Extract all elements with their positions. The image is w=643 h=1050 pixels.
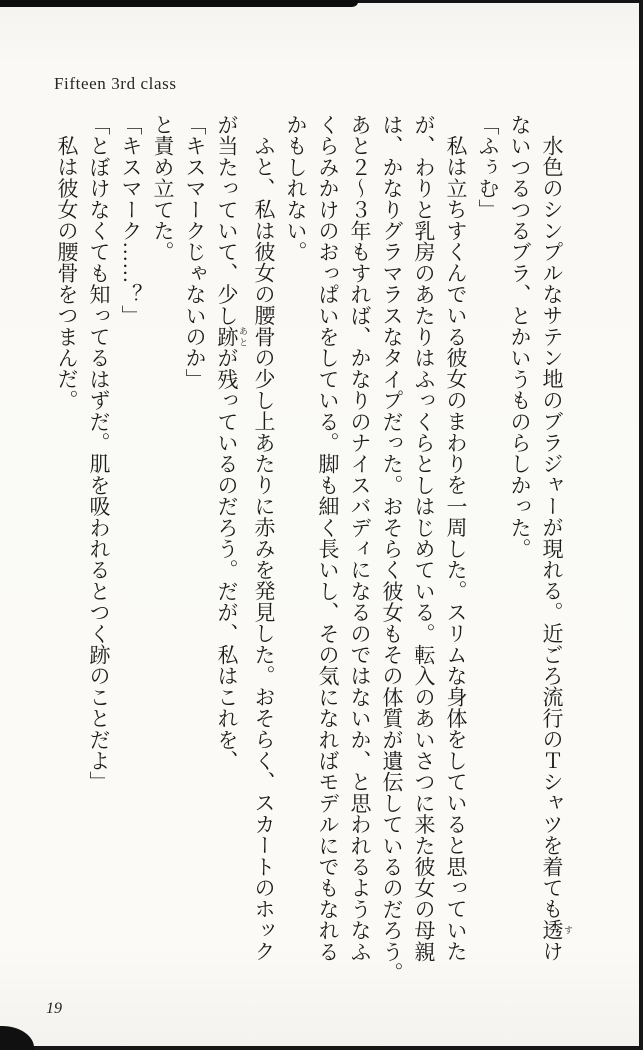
text-line <box>211 114 248 1026</box>
text-line: ふと、私は彼女の腰骨の少し上あたりに赤みを発見した。おそらく、スカートのホック <box>252 135 276 962</box>
text-segment: け <box>540 940 564 962</box>
scan-edge-top-left <box>0 0 358 7</box>
text-line: 「キスマーク……？」 <box>119 114 143 326</box>
furigana: あと <box>238 326 248 348</box>
scan-edge-bottom <box>0 1046 643 1050</box>
text-line: あと２〜３年もすれば、かなりのナイスバディになるのではないか、と思われるようなふ <box>348 114 372 962</box>
furigana: す <box>563 919 573 941</box>
text-line: かもしれない。 <box>284 114 308 263</box>
text-line: は、かなりグラマラスなタイプだった。おそらく彼女もその体質が遺伝しているのだろう。 <box>380 114 404 984</box>
ruby-annotated-word <box>540 919 573 941</box>
text-line: ないつるつるブラ、とかいうものらしかった。 <box>508 114 532 560</box>
text-line: 私は立ちすくんでいる彼女のまわりを一周した。スリムな身体をしていると思っていた <box>444 135 468 962</box>
text-line: が、わりと乳房のあたりはふっくらとしはじめている。転入のあいさつに来た彼女の母親 <box>412 114 436 962</box>
text-line: 「ふぅむ」 <box>476 114 500 220</box>
body-text <box>51 114 573 1026</box>
text-line: くらみかけのおっぱいをしている。脚も細く長いし、その気になればモデルにでもなれる <box>316 114 340 962</box>
ruby-base: 透 <box>540 919 564 941</box>
text-line: 「キスマークじゃないのか」 <box>183 114 207 390</box>
text-segment: が残っているのだろう。だが、私はこれを、 <box>215 347 239 772</box>
running-header: Fifteen 3rd class <box>54 74 177 93</box>
text-segment: が当たっていて、少し <box>215 114 239 326</box>
text-line: と責め立てた。 <box>151 114 175 263</box>
scan-corner-bottom-left <box>0 1026 34 1050</box>
text-line: 私は彼女の腰骨をつまんだ。 <box>55 135 79 411</box>
ruby-base: 跡 <box>215 326 239 348</box>
text-line: 「とぼけなくても知ってるはずだ。肌を吸われるとつく跡のことだよ」 <box>87 114 111 793</box>
text-line <box>536 114 573 1026</box>
ruby-annotated-word <box>215 326 248 348</box>
text-segment: 水色のシンプルなサテン地のブラジャーが現れる。近ごろ流行のＴシャツを着ても <box>540 135 564 920</box>
scan-edge-right <box>639 0 643 1050</box>
page-number: 19 <box>46 1000 62 1017</box>
